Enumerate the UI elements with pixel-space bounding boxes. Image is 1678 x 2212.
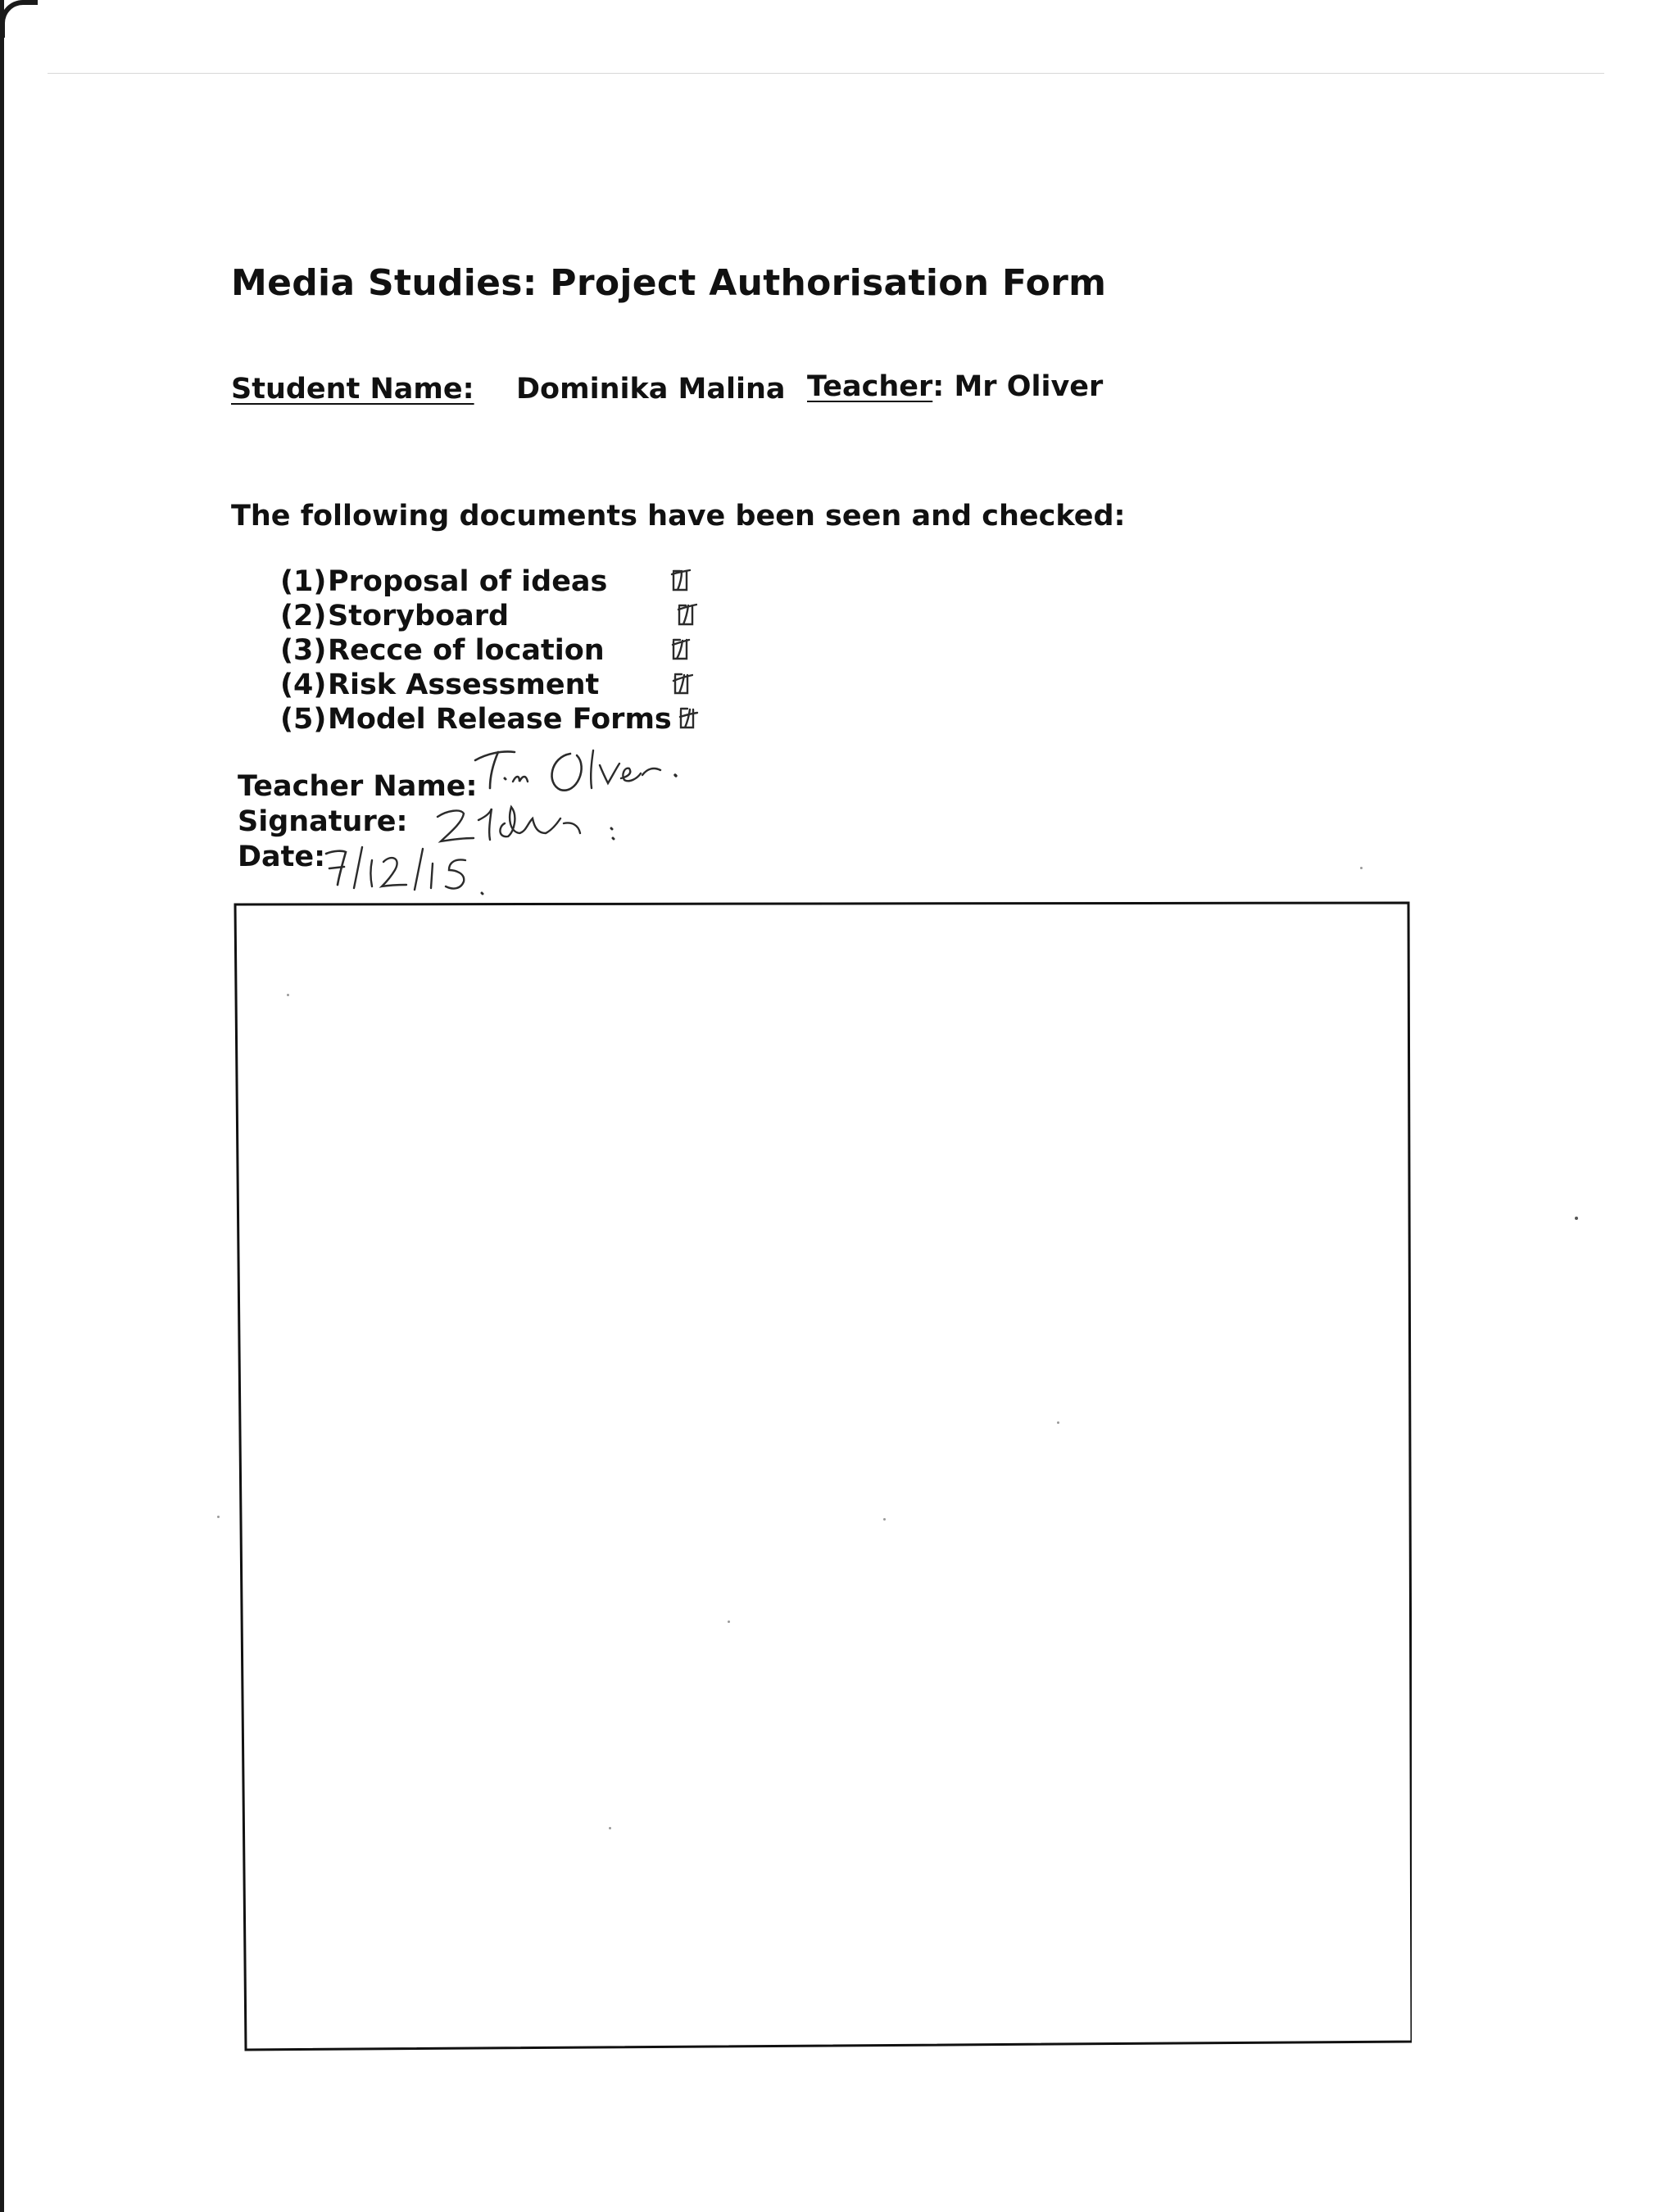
scan-speck (287, 994, 289, 996)
ticked-checkbox-icon[interactable] (676, 602, 697, 627)
handwritten-teacher-name (465, 746, 711, 798)
student-name-value: Dominika Malina (516, 373, 786, 406)
date-label: Date: (238, 841, 326, 873)
teacher-name-label: Teacher Name: (238, 770, 478, 803)
checklist-item-label: Proposal of ideas (328, 565, 608, 598)
checklist-item (280, 703, 672, 737)
document-checklist (280, 565, 672, 737)
handwritten-teacher-name-image (465, 746, 711, 798)
checklist-item-label: Model Release Forms (328, 703, 672, 736)
form-title: Media Studies: Project Authorisation Form (231, 262, 1107, 304)
checklist-item-label: Risk Assessment (328, 669, 600, 701)
scan-speck (609, 1827, 611, 1829)
ticked-checkbox-icon[interactable] (670, 568, 692, 592)
checklist-item (280, 565, 672, 600)
checklist-item-label: Recce of location (328, 634, 605, 667)
ticked-checkbox-icon[interactable] (678, 705, 699, 730)
teacher-field (807, 370, 1103, 403)
checklist-item (280, 634, 672, 669)
checklist-item-number: (5) (280, 703, 327, 736)
scan-header-rule (48, 73, 1604, 74)
scan-speck (1360, 867, 1363, 869)
teacher-value: Mr Oliver (954, 370, 1104, 403)
checklist-item-number: (3) (280, 634, 327, 667)
ticked-checkbox-icon[interactable] (670, 637, 692, 661)
teacher-label: Teacher (807, 370, 933, 403)
signature-label: Signature: (238, 805, 408, 838)
scan-speck (728, 1620, 730, 1623)
scan-top-left-corner (0, 0, 38, 38)
checklist-intro: The following documents have been seen and checked: (231, 500, 1126, 533)
handwritten-date (321, 842, 510, 900)
ticked-checkbox-icon[interactable] (672, 671, 693, 696)
handwritten-date-image (321, 842, 510, 900)
checklist-item (280, 600, 672, 634)
scan-speck (217, 1516, 220, 1518)
student-name-label: Student Name: (231, 373, 474, 406)
checklist-item (280, 669, 672, 703)
scan-speck (1057, 1421, 1059, 1424)
empty-content-box (234, 901, 1412, 2052)
checklist-item-number: (2) (280, 600, 327, 632)
scan-speck (883, 1518, 886, 1521)
scan-speck (1575, 1217, 1578, 1220)
checklist-item-number: (4) (280, 669, 327, 701)
teacher-colon: : (932, 370, 945, 403)
checklist-item-label: Storyboard (328, 600, 510, 632)
scan-left-edge (0, 0, 4, 2212)
checklist-item-number: (1) (280, 565, 327, 598)
